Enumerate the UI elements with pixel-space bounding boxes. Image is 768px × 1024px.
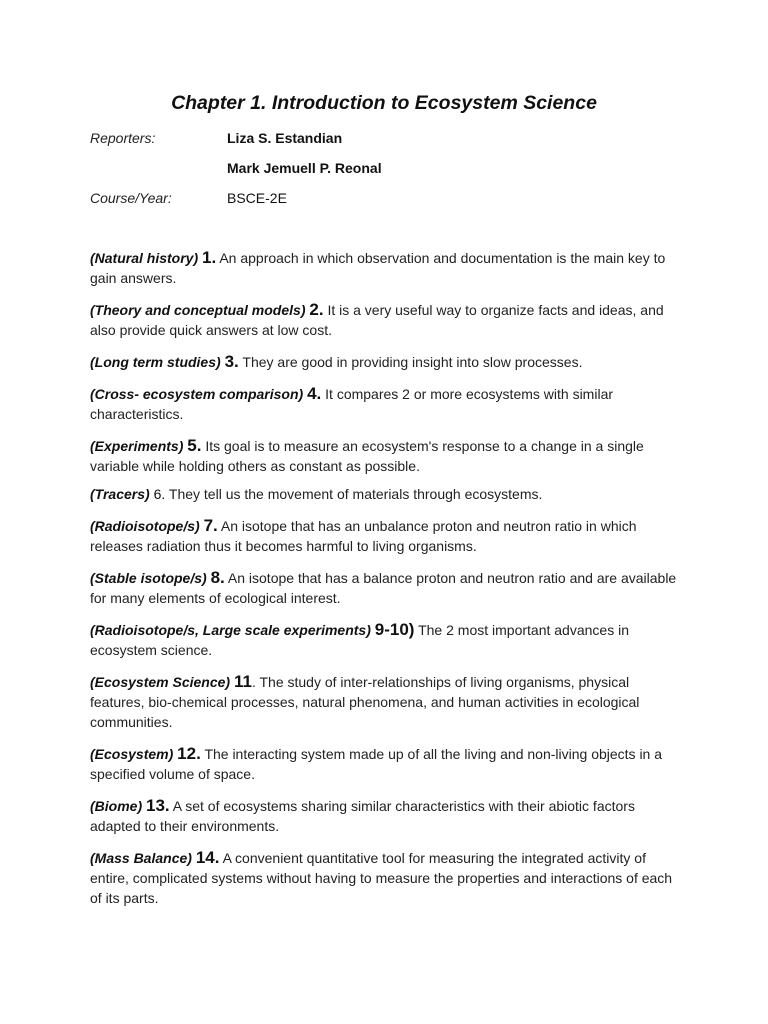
item-text: Its goal is to measure an ecosystem's response to a change in a single variable while holding others as constant as possible. [90, 438, 644, 474]
item-term: (Stable isotope/s) [90, 570, 207, 586]
reporter-name-2: Mark Jemuell P. Reonal [227, 160, 382, 176]
item-text: It is a very useful way to organize facts and ideas, and also provide quick answers at low cost. [90, 302, 664, 338]
item-number: 6. [153, 486, 166, 502]
item-term: (Ecosystem) [90, 746, 174, 762]
item-term: (Cross- ecosystem comparison) [90, 386, 304, 402]
item-text: An isotope that has an unbalance proton and neutron ratio in which releases radiation thus it becomes harmful to living organisms. [90, 518, 637, 554]
item-number: 13. [146, 796, 170, 815]
item-term: (Mass Balance) [90, 850, 192, 866]
list-item [90, 484, 680, 504]
course-label: Course/Year: [90, 190, 172, 206]
list-item [90, 744, 680, 784]
reporters-label: Reporters: [90, 130, 156, 146]
item-text: An isotope that has a balance proton and neutron ratio and are available for many elements of ecological interest. [90, 570, 677, 606]
item-term: (Natural history) [90, 250, 199, 266]
item-text: A set of ecosystems sharing similar characteristics with their abiotic factors adapted to their environments. [90, 798, 635, 834]
list-item [90, 248, 680, 288]
item-number: 12. [177, 744, 201, 763]
list-item [90, 436, 680, 476]
item-number: 7. [203, 516, 218, 535]
item-term: (Long term studies) [90, 354, 221, 370]
list-item [90, 848, 680, 908]
item-number: 9-10) [374, 620, 415, 639]
item-text: They tell us the movement of materials through ecosystems. [168, 486, 543, 502]
item-term: (Radioisotope/s) [90, 518, 200, 534]
item-term: (Theory and conceptual models) [90, 302, 306, 318]
reporter-name-1: Liza S. Estandian [227, 130, 343, 146]
item-text: The interacting system made up of all the living and non-living objects in a specified volume of space. [90, 746, 663, 782]
item-number: 2. [309, 300, 324, 319]
item-text: They are good in providing insight into slow processes. [242, 354, 583, 370]
item-number: 5. [187, 436, 202, 455]
item-text: The 2 most important advances in ecosystem science. [90, 622, 629, 658]
item-number: 14. [195, 848, 220, 867]
list-item [90, 516, 680, 556]
list-item [90, 672, 680, 732]
page-title: Chapter 1. Introduction to Ecosystem Science [171, 92, 597, 114]
item-number: 11 [233, 672, 252, 691]
item-term: (Tracers) [90, 486, 150, 502]
list-item [90, 352, 680, 372]
item-number: 1. [202, 248, 217, 267]
list-item [90, 568, 680, 608]
item-number: 4. [307, 384, 322, 403]
item-number: 3. [224, 352, 239, 371]
item-text: It compares 2 or more ecosystems with similar characteristics. [90, 386, 614, 422]
list-item [90, 620, 680, 660]
list-item [90, 384, 680, 424]
definition-list [90, 248, 680, 920]
item-term: (Experiments) [90, 438, 184, 454]
item-term: (Radioisotope/s, Large scale experiments) [90, 622, 371, 638]
item-text: . The study of inter-relationships of living organisms, physical features, bio-chemical processes, natural phenomena, and human activities in ecological communities. [90, 674, 640, 730]
list-item [90, 796, 680, 836]
item-text: An approach in which observation and documentation is the main key to gain answers. [90, 250, 666, 286]
item-term: (Biome) [90, 798, 143, 814]
item-text: A convenient quantitative tool for measuring the integrated activity of entire, complicated systems without having to measure the properties and interactions of each of its parts. [90, 850, 673, 906]
item-number: 8. [210, 568, 225, 587]
list-item [90, 300, 680, 340]
course-value: BSCE-2E [227, 190, 287, 206]
item-term: (Ecosystem Science) [90, 674, 231, 690]
